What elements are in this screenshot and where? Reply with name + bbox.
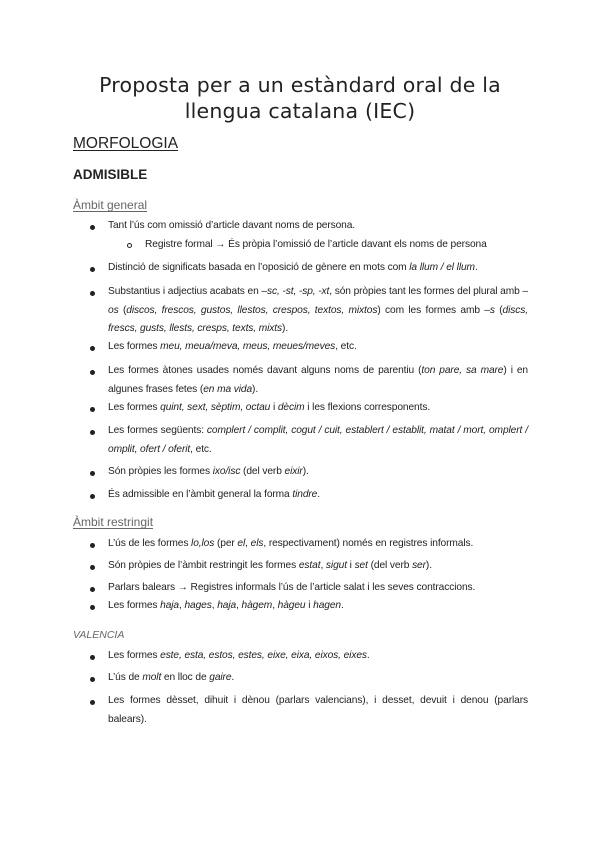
document-title: Proposta per a un estàndard oral de la llengua catalana (IEC) xyxy=(99,73,501,123)
heading-ambit-general: Àmbit general xyxy=(73,198,148,212)
item-text: Registre formal → És pròpia l’omissió de l’article davant els noms de persona xyxy=(145,239,487,250)
item-italic-text: discos, frescos, gustos, llestos, crespos, textos, mixtos xyxy=(126,304,378,316)
item-text: Tant l’ús com omissió d’article davant noms de persona. xyxy=(108,220,356,231)
item-italic-text: la llum / el llum xyxy=(409,262,475,273)
bullet-icon xyxy=(90,494,95,499)
item-text: L’ús de xyxy=(108,672,143,683)
item-text: ) i en algunes frases fetes ( xyxy=(108,365,528,395)
bullet-icon xyxy=(90,346,95,351)
item-text: ). xyxy=(282,323,289,334)
item-text: (del verb xyxy=(240,466,285,477)
item-italic-text: hàgeu xyxy=(277,600,306,611)
heading-valencia: VALENCIA xyxy=(73,629,125,641)
item-text: , xyxy=(320,560,326,571)
heading-ambit-restringit: Àmbit restringit xyxy=(73,515,154,529)
item-italic-text: eixir xyxy=(284,466,303,477)
item-italic-text: lo,los xyxy=(191,538,215,549)
item-text: Les formes àtones usades només davant alguns noms de parentiu ( xyxy=(108,365,422,376)
item-text: Les formes següents: xyxy=(108,425,207,436)
item-text: , etc. xyxy=(335,341,357,352)
bullet-icon xyxy=(90,605,95,610)
item-text: i les flexions corresponents. xyxy=(304,402,431,413)
item-text: Les formes dèsset, dihuit i dènou (parlars valencians), i desset, devuit i denou (parlars balears). xyxy=(108,695,528,725)
item-text: Les formes xyxy=(108,402,161,413)
item-text: . xyxy=(474,262,478,273)
item-italic-text: estat xyxy=(298,560,321,571)
item-text: (per xyxy=(214,538,238,549)
list-item xyxy=(108,647,528,666)
bullet-icon xyxy=(90,407,95,412)
item-text: , xyxy=(236,600,242,611)
item-italic-text: este, esta, estos, estes, eixe, eixa, eixos, eixes xyxy=(160,650,367,661)
item-text: . xyxy=(366,650,370,661)
item-text: . xyxy=(231,672,235,683)
item-italic-text: ixo/isc xyxy=(212,466,241,477)
item-italic-text: hagen xyxy=(313,600,341,611)
item-text: . xyxy=(340,600,344,611)
item-text: ). xyxy=(302,466,309,477)
bullet-icon xyxy=(90,677,95,682)
item-italic-text: el xyxy=(237,538,246,549)
item-text: ( xyxy=(494,304,503,316)
list-item xyxy=(108,557,528,576)
item-text: Les formes xyxy=(108,341,161,352)
list-item xyxy=(108,669,528,688)
item-text: (del verb xyxy=(367,560,413,571)
item-text: Són pròpies de l’àmbit restringit les formes xyxy=(108,560,299,571)
item-text: , respectivament) només en registres informals. xyxy=(263,538,474,549)
bullet-icon xyxy=(90,700,95,705)
subsection-heading-admisible: ADMISIBLE xyxy=(73,167,148,182)
item-italic-text: meu, meua/meva, meus, meues/meves xyxy=(160,341,336,352)
item-italic-text: dècim xyxy=(277,402,305,413)
bullet-icon xyxy=(90,430,95,435)
item-text: Les formes xyxy=(108,600,161,611)
item-text: Parlars balears → Registres informals l’ús de l’article salat i les seves contraccions. xyxy=(108,582,476,593)
sub-list-item xyxy=(145,236,535,255)
list-item xyxy=(108,217,528,236)
hollow-bullet-icon xyxy=(127,243,132,248)
item-text: , xyxy=(179,600,185,611)
list-item xyxy=(108,463,528,482)
item-italic-text: hages xyxy=(184,600,212,611)
item-text: Distinció de significats basada en l’oposició de gènere en mots com xyxy=(108,262,410,273)
item-text: i xyxy=(346,560,355,571)
item-italic-text: molt xyxy=(142,672,162,683)
bullet-icon xyxy=(90,565,95,570)
item-text: , són pròpies tant les formes del plural amb – xyxy=(329,286,528,297)
item-text: És admissible en l’àmbit general la forma xyxy=(108,489,293,500)
list-item xyxy=(108,579,528,598)
item-italic-text: haja xyxy=(217,600,237,611)
list-item xyxy=(108,283,528,339)
bullet-icon xyxy=(90,655,95,660)
item-text: en lloc de xyxy=(161,672,210,683)
item-italic-text: discs, frescs, gusts, llests, cresps, texts, mixts xyxy=(108,304,528,334)
item-text: , xyxy=(272,600,278,611)
item-italic-text: quint, sext, sèptim, octau xyxy=(160,402,271,413)
item-text: ) com les formes amb – xyxy=(377,304,490,316)
item-italic-text: s xyxy=(489,304,495,316)
item-text: Substantius i adjectius acabats en – xyxy=(108,286,267,297)
list-item xyxy=(108,692,528,729)
item-italic-text: sc, -st, -sp, -xt xyxy=(266,286,330,297)
list-item xyxy=(108,597,528,616)
item-italic-text: haja xyxy=(160,600,179,611)
bullet-icon xyxy=(90,370,95,375)
bullet-icon xyxy=(90,587,95,592)
item-italic-text: ton pare, sa mare xyxy=(421,365,504,376)
list-item xyxy=(108,259,528,278)
list-item xyxy=(108,486,528,505)
item-text: Les formes xyxy=(108,650,161,661)
item-text: ). xyxy=(425,560,432,571)
item-text: , xyxy=(245,538,251,549)
item-italic-text: gaire xyxy=(209,672,232,683)
item-italic-text: en ma vida xyxy=(203,383,253,395)
bullet-icon xyxy=(90,543,95,548)
list-item xyxy=(108,422,528,459)
item-text: ). xyxy=(252,383,259,395)
item-italic-text: complert / complit, cogut / cuit, establert / establit, matat / mort, omplert / omplit, ofert / oferit xyxy=(108,425,528,455)
item-italic-text: sigut xyxy=(325,560,347,571)
item-text: . xyxy=(317,489,320,500)
item-italic-text: ser xyxy=(412,560,426,571)
bullet-icon xyxy=(90,267,95,272)
item-text: L’ús de les formes xyxy=(108,538,192,549)
bullet-icon xyxy=(90,225,95,230)
list-item xyxy=(108,362,528,399)
bullet-icon xyxy=(90,471,95,476)
list-item xyxy=(108,535,528,554)
item-text: , etc. xyxy=(190,443,212,455)
list-item xyxy=(108,399,528,418)
item-text: Són pròpies les formes xyxy=(108,466,213,477)
bullet-icon xyxy=(90,291,95,296)
item-italic-text: set xyxy=(354,560,368,571)
item-text: i xyxy=(270,402,278,413)
item-text: ( xyxy=(118,304,127,316)
item-italic-text: hàgem xyxy=(241,600,273,611)
item-italic-text: els xyxy=(250,538,264,549)
item-text: i xyxy=(305,600,314,611)
item-text: , xyxy=(211,600,218,611)
list-item xyxy=(108,338,528,357)
section-heading-morfologia: MORFOLOGIA xyxy=(73,135,179,152)
item-italic-text: tindre xyxy=(292,489,318,500)
item-italic-text: os xyxy=(108,304,119,316)
